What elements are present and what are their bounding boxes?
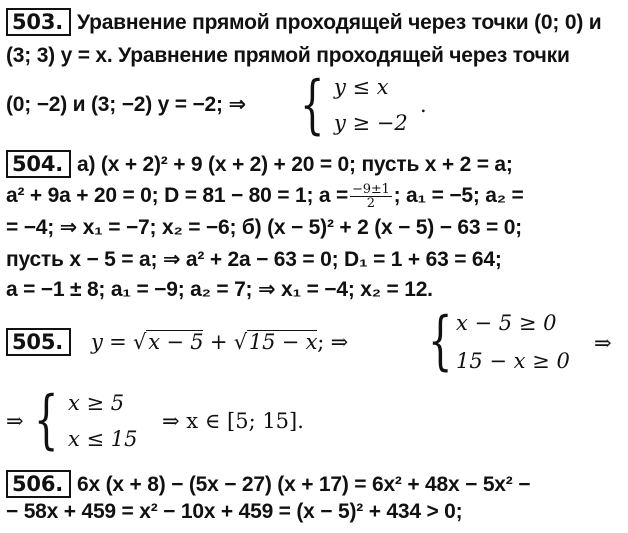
fraction-denominator: 2	[366, 196, 375, 211]
problem-number-503: 503.	[6, 8, 71, 36]
problem-503-line-3	[6, 91, 246, 118]
problem-504-text-1: а) (x + 2)² + 9 (x + 2) + 20 = 0; пусть x + 2 = a;	[77, 153, 513, 176]
problem-503-system	[300, 70, 430, 140]
sqrt-symbol-icon: √	[233, 330, 247, 354]
problem-504-text-3: = −4; ⇒ x₁ = −7; x₂ = −6; б) (x − 5)² + 2 (x − 5) − 63 = 0;	[6, 216, 522, 239]
left-brace-icon: {	[300, 68, 325, 142]
problem-506-line-2	[6, 498, 462, 525]
implies-arrow: ⇒	[6, 409, 24, 433]
problem-503-line-1	[6, 8, 601, 36]
system-line: x − 5 ≥ 0	[456, 311, 557, 335]
plus-sign: +	[203, 330, 234, 354]
problem-number-504: 504.	[6, 150, 71, 178]
problem-505-system-1	[428, 304, 628, 380]
implies-arrow: ⇒	[594, 331, 612, 355]
problem-504-line-4	[6, 246, 502, 273]
system-line: 15 − x ≥ 0	[456, 349, 570, 373]
problem-504-line-3	[6, 214, 522, 241]
problem-504-text-2a: a² + 9a + 20 = 0; D = 81 − 80 = 1; a =	[6, 184, 349, 207]
problem-505-tail: ; ⇒	[317, 330, 348, 354]
problem-503-text-2: (3; 3) y = x. Уравнение прямой проходящей через точки	[6, 44, 570, 67]
sqrt-radicand-2: 15 − x	[248, 330, 318, 354]
system-line: y ≤ x	[334, 75, 389, 99]
problem-505-result: ⇒ x ∈ [5; 15].	[162, 409, 304, 433]
fraction-numerator: −9±1	[352, 182, 390, 197]
problem-503-text-3: (0; −2) и (3; −2) y = −2; ⇒	[6, 93, 246, 116]
problem-504-line-1	[6, 150, 513, 178]
system-line: y ≥ −2	[334, 111, 408, 135]
problem-503-line-2	[6, 42, 570, 69]
problem-504-line-5	[6, 276, 433, 303]
system-line: x ≤ 15	[68, 427, 138, 451]
problem-number-505: 505.	[6, 328, 71, 356]
problem-506-line-1	[6, 470, 530, 498]
problem-504-text-4: пусть x − 5 = a; ⇒ a² + 2a − 63 = 0; D₁ = 1 + 63 = 64;	[6, 248, 502, 271]
problem-505-lead: y =	[91, 330, 134, 354]
left-brace-icon: {	[428, 304, 453, 378]
left-brace-icon: {	[34, 383, 59, 457]
problem-506-text-1: 6x (x + 8) − (5x − 27) (x + 17) = 6x² + 48x − 5x² −	[77, 473, 531, 496]
sqrt-radicand-1: x − 5	[148, 330, 204, 354]
sqrt-symbol-icon: √	[133, 330, 147, 354]
problem-504-line-2	[6, 182, 524, 210]
fraction	[350, 183, 392, 210]
period: .	[420, 93, 427, 117]
problem-505-line-1	[6, 328, 348, 356]
problem-number-506: 506.	[6, 470, 71, 498]
problem-505-system-2	[6, 383, 346, 457]
problem-504-text-2b: ; a₁ = −5; a₂ =	[393, 184, 524, 207]
problem-504-text-5: a = −1 ± 8; a₁ = −9; a₂ = 7; ⇒ x₁ = −4; x₂ = 12.	[6, 278, 433, 301]
problem-506-text-2: − 58x + 459 = x² − 10x + 459 = (x − 5)² + 434 > 0;	[6, 500, 463, 523]
system-line: x ≥ 5	[68, 391, 125, 415]
problem-503-text-1: Уравнение прямой проходящей через точки (0; 0) и	[77, 11, 602, 34]
